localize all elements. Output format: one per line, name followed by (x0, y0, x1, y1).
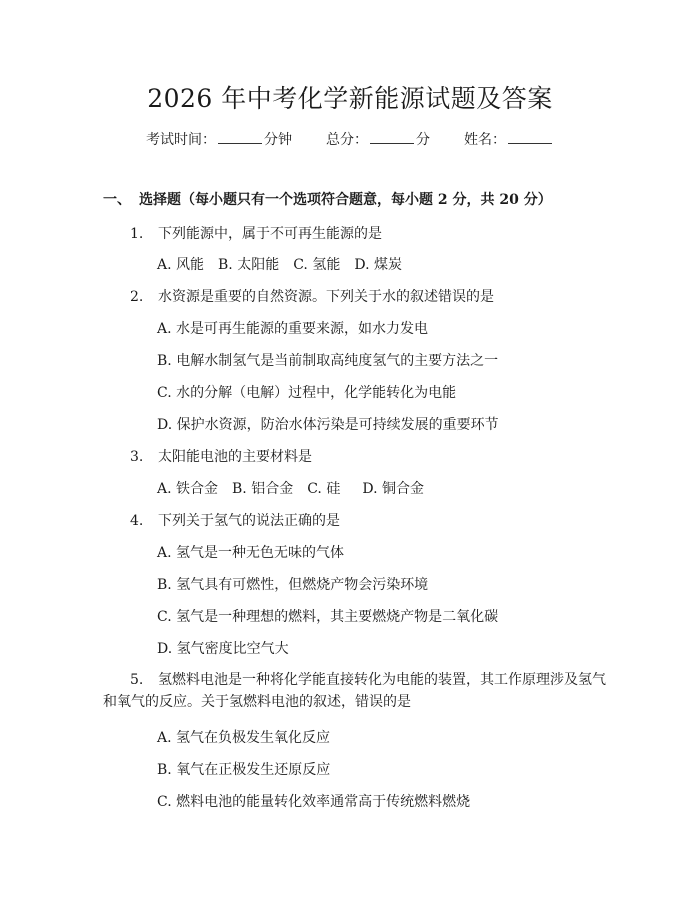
question-stem-line-1: 氢燃料电池是一种将化学能直接转化为电能的装置，其工作原理涉及氢气 (158, 672, 606, 688)
question-1-options (157, 254, 416, 276)
question-2-option-a: A. 水是可再生能源的重要来源，如水力发电 (157, 321, 429, 337)
question-4 (130, 510, 340, 532)
question-2-option-b: B. 电解水制氢气是当前制取高纯度氢气的主要方法之一 (157, 353, 499, 369)
total-score (326, 129, 430, 151)
question-stem: 太阳能电池的主要材料是 (158, 449, 312, 465)
question-number: 5. (130, 672, 144, 688)
question-5-option-a: A. 氢气在负极发生氧化反应 (157, 730, 331, 746)
section-number: 一、 (103, 192, 131, 208)
name-label: 姓名： (464, 132, 506, 148)
question-5-stem-line-2: 和氧气的反应。关于氢燃料电池的叙述，错误的是 (103, 694, 411, 710)
option-a: A. 风能 (157, 257, 205, 273)
option-d: D. 铜合金 (362, 481, 424, 497)
score-label: 总分： (326, 132, 368, 148)
question-stem: 水资源是重要的自然资源。下列关于水的叙述错误的是 (158, 289, 494, 305)
question-2 (130, 286, 494, 308)
section-text: 选择题（每小题只有一个选项符合题意，每小题 2 分，共 20 分） (139, 192, 552, 208)
option-c: C. 硅 (307, 481, 341, 497)
student-name (464, 129, 554, 151)
question-stem: 下列关于氢气的说法正确的是 (158, 513, 340, 529)
question-stem: 下列能源中，属于不可再生能源的是 (158, 226, 382, 242)
section-heading (103, 189, 552, 211)
question-1 (130, 223, 382, 245)
exam-meta (0, 129, 700, 151)
question-2-option-d: D. 保护水资源，防治水体污染是可持续发展的重要环节 (157, 417, 499, 433)
time-unit: 分钟 (264, 132, 292, 148)
option-d: D. 煤炭 (354, 257, 402, 273)
question-4-option-d: D. 氢气密度比空气大 (157, 641, 289, 657)
question-number: 2. (130, 289, 144, 305)
question-5-option-c: C. 燃料电池的能量转化效率通常高于传统燃料燃烧 (157, 794, 471, 810)
question-number: 3. (130, 449, 144, 465)
exam-time (146, 129, 292, 151)
question-2-option-c: C. 水的分解（电解）过程中，化学能转化为电能 (157, 385, 457, 401)
question-number: 4. (130, 513, 144, 529)
name-blank (508, 130, 552, 144)
score-blank (370, 130, 414, 144)
option-b: B. 太阳能 (218, 257, 280, 273)
question-4-option-a: A. 氢气是一种无色无味的气体 (157, 545, 345, 561)
time-label: 考试时间： (146, 132, 216, 148)
question-5 (130, 669, 606, 691)
question-3-options (157, 478, 438, 500)
time-blank (218, 130, 262, 144)
question-number: 1. (130, 226, 144, 242)
score-unit: 分 (416, 132, 430, 148)
option-a: A. 铁合金 (157, 481, 219, 497)
question-5-option-b: B. 氧气在正极发生还原反应 (157, 762, 331, 778)
question-4-option-b: B. 氢气具有可燃性，但燃烧产物会污染环境 (157, 577, 429, 593)
option-b: B. 铝合金 (232, 481, 294, 497)
page-title: 2026 年中考化学新能源试题及答案 (147, 84, 553, 113)
option-c: C. 氢能 (293, 257, 341, 273)
question-3 (130, 446, 312, 468)
question-4-option-c: C. 氢气是一种理想的燃料，其主要燃烧产物是二氧化碳 (157, 609, 499, 625)
